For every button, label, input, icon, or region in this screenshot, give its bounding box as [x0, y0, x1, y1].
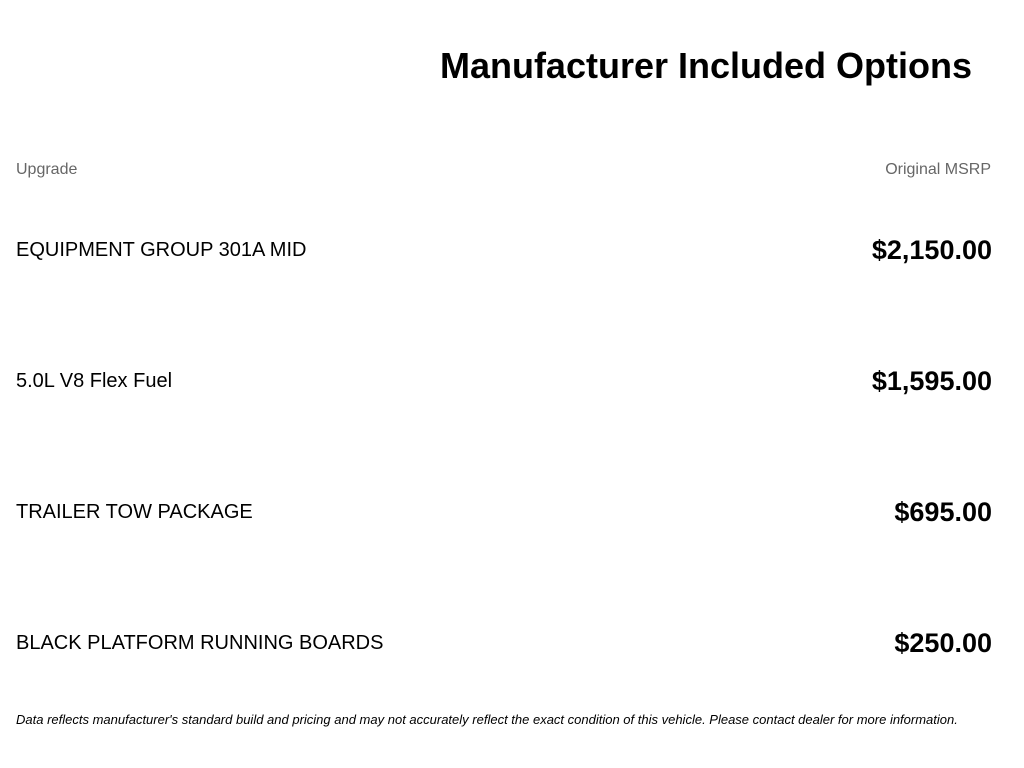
option-name: 5.0L V8 Flex Fuel — [16, 369, 173, 392]
msrp-column-header: Original MSRP — [885, 161, 991, 178]
option-name: TRAILER TOW PACKAGE — [16, 500, 253, 523]
option-price: $1,595.00 — [871, 365, 992, 396]
option-price: $250.00 — [894, 627, 992, 658]
option-name: EQUIPMENT GROUP 301A MID — [16, 238, 307, 261]
page-title: Manufacturer Included Options — [439, 45, 972, 86]
disclaimer-text: Data reflects manufacturer's standard build and pricing and may not accurately reflect the exact condition of this vehicle. Please contact dealer for more information. — [16, 712, 958, 727]
option-name: BLACK PLATFORM RUNNING BOARDS — [16, 631, 384, 654]
table-row — [16, 492, 992, 532]
table-row — [16, 230, 992, 270]
table-row — [16, 623, 992, 663]
option-price: $695.00 — [894, 496, 992, 527]
table-header — [16, 160, 991, 180]
table-row — [16, 361, 992, 401]
option-price: $2,150.00 — [871, 234, 992, 265]
upgrade-column-header: Upgrade — [16, 161, 78, 178]
